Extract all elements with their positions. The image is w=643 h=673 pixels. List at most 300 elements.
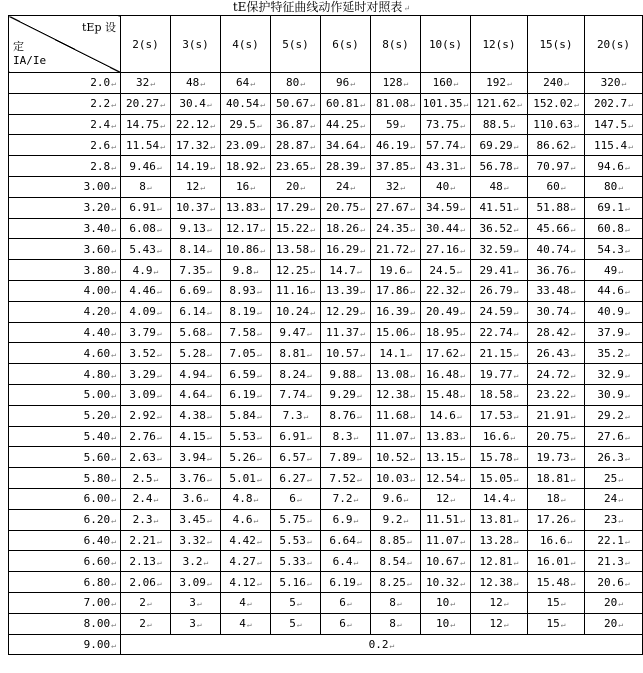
col-header: 12(s) xyxy=(471,16,528,73)
value-cell: 160↵ xyxy=(421,73,471,94)
paragraph-mark-icon: ↵ xyxy=(153,495,159,505)
value-cell: 192↵ xyxy=(471,73,528,94)
paragraph-mark-icon: ↵ xyxy=(310,287,315,297)
value-cell: 7.05↵ xyxy=(221,343,271,364)
paragraph-mark-icon: ↵ xyxy=(570,204,576,214)
value-cell: 147.5↵ xyxy=(585,114,643,135)
paragraph-mark-icon: ↵ xyxy=(510,120,516,130)
row-header: 3.20↵ xyxy=(9,197,121,218)
paragraph-mark-icon: ↵ xyxy=(570,328,576,338)
paragraph-mark-icon: ↵ xyxy=(111,79,116,89)
value-cell: 2↵ xyxy=(121,613,171,634)
value-cell: 30.9↵ xyxy=(585,384,643,405)
paragraph-mark-icon: ↵ xyxy=(460,141,465,151)
table-row xyxy=(9,426,643,447)
col-header: 4(s) xyxy=(221,16,271,73)
paragraph-mark-icon: ↵ xyxy=(410,141,415,151)
value-cell: 10.24↵ xyxy=(271,301,321,322)
value-cell: 9.29↵ xyxy=(321,384,371,405)
paragraph-mark-icon: ↵ xyxy=(624,391,630,401)
value-cell: 10.03↵ xyxy=(371,468,421,489)
paragraph-mark-icon: ↵ xyxy=(306,557,312,567)
table-row-last xyxy=(9,634,643,655)
paragraph-mark-icon: ↵ xyxy=(406,266,412,276)
value-cell: 6.4↵ xyxy=(321,551,371,572)
paragraph-mark-icon: ↵ xyxy=(156,245,162,255)
value-cell: 3.94↵ xyxy=(171,447,221,468)
value-cell: 4.9↵ xyxy=(121,260,171,281)
paragraph-mark-icon: ↵ xyxy=(111,536,116,546)
value-cell: 7.58↵ xyxy=(221,322,271,343)
paragraph-mark-icon: ↵ xyxy=(403,79,409,89)
paragraph-mark-icon: ↵ xyxy=(111,287,116,297)
col-header: 3(s) xyxy=(171,16,221,73)
paragraph-mark-icon: ↵ xyxy=(156,578,162,588)
value-cell: 3.2↵ xyxy=(171,551,221,572)
row-header: 2.4↵ xyxy=(9,114,121,135)
paragraph-mark-icon: ↵ xyxy=(570,516,576,526)
value-cell: 22.1↵ xyxy=(585,530,643,551)
paragraph-mark-icon: ↵ xyxy=(196,620,202,630)
paragraph-mark-icon: ↵ xyxy=(624,204,630,214)
table-title: tE保护特征曲线动作延时对照表↵ xyxy=(232,0,411,14)
paragraph-mark-icon: ↵ xyxy=(356,453,362,463)
paragraph-mark-icon: ↵ xyxy=(513,412,519,422)
value-cell: 7.74↵ xyxy=(271,384,321,405)
value-cell: 11.07↵ xyxy=(371,426,421,447)
corner-bottom-label: IA/Ie xyxy=(13,54,47,67)
paragraph-mark-icon: ↵ xyxy=(353,516,359,526)
paragraph-mark-icon: ↵ xyxy=(570,245,576,255)
value-cell: 81.08↵ xyxy=(371,93,421,114)
value-cell: 48↵ xyxy=(471,176,528,197)
paragraph-mark-icon: ↵ xyxy=(410,370,415,380)
value-cell: 34.64↵ xyxy=(321,135,371,156)
value-cell: 10.57↵ xyxy=(321,343,371,364)
paragraph-mark-icon: ↵ xyxy=(111,100,116,110)
value-cell: 101.35↵ xyxy=(421,93,471,114)
paragraph-mark-icon: ↵ xyxy=(111,391,116,401)
paragraph-mark-icon: ↵ xyxy=(360,349,365,359)
paragraph-mark-icon: ↵ xyxy=(111,162,116,172)
value-cell: 5.84↵ xyxy=(221,405,271,426)
paragraph-mark-icon: ↵ xyxy=(146,620,152,630)
paragraph-mark-icon: ↵ xyxy=(256,557,262,567)
paragraph-mark-icon: ↵ xyxy=(350,183,356,193)
paragraph-mark-icon: ↵ xyxy=(573,100,579,110)
value-cell: 13.81↵ xyxy=(471,509,528,530)
paragraph-mark-icon: ↵ xyxy=(306,536,312,546)
value-cell: 12.17↵ xyxy=(221,218,271,239)
paragraph-mark-icon: ↵ xyxy=(210,141,215,151)
paragraph-mark-icon: ↵ xyxy=(300,183,306,193)
value-cell: 6.14↵ xyxy=(171,301,221,322)
paragraph-mark-icon: ↵ xyxy=(310,224,315,234)
table-row xyxy=(9,322,643,343)
paragraph-mark-icon: ↵ xyxy=(300,79,306,89)
value-cell: 7.89↵ xyxy=(321,447,371,468)
paragraph-mark-icon: ↵ xyxy=(460,516,465,526)
value-cell: 9.6↵ xyxy=(371,488,421,509)
value-cell: 13.08↵ xyxy=(371,364,421,385)
paragraph-mark-icon: ↵ xyxy=(200,183,206,193)
paragraph-mark-icon: ↵ xyxy=(513,266,519,276)
value-cell: 60.81↵ xyxy=(321,93,371,114)
paragraph-mark-icon: ↵ xyxy=(156,162,162,172)
paragraph-mark-icon: ↵ xyxy=(111,432,116,442)
row-header: 4.60↵ xyxy=(9,343,121,364)
value-cell: 2.92↵ xyxy=(121,405,171,426)
paragraph-mark-icon: ↵ xyxy=(256,120,262,130)
paragraph-mark-icon: ↵ xyxy=(403,4,411,13)
row-header: 3.80↵ xyxy=(9,260,121,281)
header-row xyxy=(9,16,643,73)
value-cell: 2.4↵ xyxy=(121,488,171,509)
value-cell: 9.88↵ xyxy=(321,364,371,385)
paragraph-mark-icon: ↵ xyxy=(618,183,624,193)
value-cell: 32↵ xyxy=(121,73,171,94)
value-cell: 40.74↵ xyxy=(528,239,585,260)
value-cell: 96↵ xyxy=(321,73,371,94)
paragraph-mark-icon: ↵ xyxy=(624,162,630,172)
row-header: 2.8↵ xyxy=(9,156,121,177)
paragraph-mark-icon: ↵ xyxy=(450,599,456,609)
value-cell: 73.75↵ xyxy=(421,114,471,135)
row-header: 4.80↵ xyxy=(9,364,121,385)
paragraph-mark-icon: ↵ xyxy=(156,370,162,380)
paragraph-mark-icon: ↵ xyxy=(460,370,465,380)
paragraph-mark-icon: ↵ xyxy=(256,287,262,297)
value-cell: 69.1↵ xyxy=(585,197,643,218)
value-cell: 43.31↵ xyxy=(421,156,471,177)
paragraph-mark-icon: ↵ xyxy=(356,391,362,401)
table-row xyxy=(9,156,643,177)
value-cell: 25↵ xyxy=(585,468,643,489)
paragraph-mark-icon: ↵ xyxy=(560,620,566,630)
value-cell: 12↵ xyxy=(471,613,528,634)
paragraph-mark-icon: ↵ xyxy=(406,578,412,588)
paragraph-mark-icon: ↵ xyxy=(624,412,630,422)
value-cell: 3.76↵ xyxy=(171,468,221,489)
paragraph-mark-icon: ↵ xyxy=(460,328,465,338)
row-header: 4.40↵ xyxy=(9,322,121,343)
paragraph-mark-icon: ↵ xyxy=(450,495,456,505)
paragraph-mark-icon: ↵ xyxy=(206,328,212,338)
value-cell: 9.46↵ xyxy=(121,156,171,177)
value-cell: 32↵ xyxy=(371,176,421,197)
value-cell: 24.5↵ xyxy=(421,260,471,281)
paragraph-mark-icon: ↵ xyxy=(628,100,633,110)
value-cell: 4.42↵ xyxy=(221,530,271,551)
paragraph-mark-icon: ↵ xyxy=(310,162,315,172)
value-cell: 4.46↵ xyxy=(121,280,171,301)
value-cell: 8.85↵ xyxy=(371,530,421,551)
col-header: 2(s) xyxy=(121,16,171,73)
paragraph-mark-icon: ↵ xyxy=(503,620,509,630)
paragraph-mark-icon: ↵ xyxy=(460,120,465,130)
value-cell: 9.13↵ xyxy=(171,218,221,239)
value-cell: 36.52↵ xyxy=(471,218,528,239)
paragraph-mark-icon: ↵ xyxy=(210,120,215,130)
value-cell: 19.73↵ xyxy=(528,447,585,468)
row-header: 6.00↵ xyxy=(9,488,121,509)
paragraph-mark-icon: ↵ xyxy=(624,245,630,255)
value-cell: 56.78↵ xyxy=(471,156,528,177)
paragraph-mark-icon: ↵ xyxy=(111,141,116,151)
table-row xyxy=(9,343,643,364)
paragraph-mark-icon: ↵ xyxy=(410,100,415,110)
corner-cell xyxy=(9,16,121,73)
table-row xyxy=(9,384,643,405)
paragraph-mark-icon: ↵ xyxy=(156,453,162,463)
paragraph-mark-icon: ↵ xyxy=(310,308,315,318)
value-cell: 13.83↵ xyxy=(421,426,471,447)
value-cell: 28.39↵ xyxy=(321,156,371,177)
paragraph-mark-icon: ↵ xyxy=(111,349,116,359)
value-cell: 9.2↵ xyxy=(371,509,421,530)
value-cell: 20.6↵ xyxy=(585,572,643,593)
value-cell: 3.32↵ xyxy=(171,530,221,551)
paragraph-mark-icon: ↵ xyxy=(460,162,465,172)
paragraph-mark-icon: ↵ xyxy=(570,162,576,172)
value-cell: 49↵ xyxy=(585,260,643,281)
value-cell: 16.39↵ xyxy=(371,301,421,322)
paragraph-mark-icon: ↵ xyxy=(111,453,116,463)
value-cell: 13.83↵ xyxy=(221,197,271,218)
paragraph-mark-icon: ↵ xyxy=(111,224,116,234)
value-cell: 2.21↵ xyxy=(121,530,171,551)
value-cell: 4.64↵ xyxy=(171,384,221,405)
value-cell: 22.74↵ xyxy=(471,322,528,343)
value-cell: 8.54↵ xyxy=(371,551,421,572)
paragraph-mark-icon: ↵ xyxy=(306,370,312,380)
value-cell: 29.41↵ xyxy=(471,260,528,281)
value-cell: 5.53↵ xyxy=(221,426,271,447)
delay-table xyxy=(8,15,643,655)
value-cell: 17.26↵ xyxy=(528,509,585,530)
value-cell: 11.37↵ xyxy=(321,322,371,343)
value-cell: 32.59↵ xyxy=(471,239,528,260)
value-cell: 54.3↵ xyxy=(585,239,643,260)
paragraph-mark-icon: ↵ xyxy=(356,536,362,546)
value-cell: 13.28↵ xyxy=(471,530,528,551)
value-cell: 59↵ xyxy=(371,114,421,135)
value-cell: 9.47↵ xyxy=(271,322,321,343)
value-cell: 7.2↵ xyxy=(321,488,371,509)
paragraph-mark-icon: ↵ xyxy=(360,287,365,297)
paragraph-mark-icon: ↵ xyxy=(253,495,259,505)
value-cell: 6.08↵ xyxy=(121,218,171,239)
value-cell: 11.68↵ xyxy=(371,405,421,426)
value-cell: 40↵ xyxy=(421,176,471,197)
table-row xyxy=(9,73,643,94)
paragraph-mark-icon: ↵ xyxy=(256,349,262,359)
row-header: 9.00↵ xyxy=(9,634,121,655)
value-cell: 8.76↵ xyxy=(321,405,371,426)
paragraph-mark-icon: ↵ xyxy=(153,266,159,276)
value-cell: 21.91↵ xyxy=(528,405,585,426)
paragraph-mark-icon: ↵ xyxy=(460,308,465,318)
paragraph-mark-icon: ↵ xyxy=(400,120,406,130)
col-header: 15(s) xyxy=(528,16,585,73)
paragraph-mark-icon: ↵ xyxy=(618,495,624,505)
value-cell: 10↵ xyxy=(421,613,471,634)
value-cell: 12↵ xyxy=(471,592,528,613)
row-header: 6.20↵ xyxy=(9,509,121,530)
paragraph-mark-icon: ↵ xyxy=(570,432,576,442)
paragraph-mark-icon: ↵ xyxy=(306,516,312,526)
paragraph-mark-icon: ↵ xyxy=(206,453,212,463)
paragraph-mark-icon: ↵ xyxy=(406,349,412,359)
table-row xyxy=(9,218,643,239)
paragraph-mark-icon: ↵ xyxy=(256,453,262,463)
paragraph-mark-icon: ↵ xyxy=(353,432,359,442)
paragraph-mark-icon: ↵ xyxy=(410,328,415,338)
paragraph-mark-icon: ↵ xyxy=(628,120,633,130)
paragraph-mark-icon: ↵ xyxy=(513,245,519,255)
value-cell: 16.6↵ xyxy=(471,426,528,447)
paragraph-mark-icon: ↵ xyxy=(256,370,262,380)
paragraph-mark-icon: ↵ xyxy=(206,287,212,297)
paragraph-mark-icon: ↵ xyxy=(513,162,519,172)
value-cell: 6.91↵ xyxy=(271,426,321,447)
paragraph-mark-icon: ↵ xyxy=(111,308,116,318)
value-cell: 3.6↵ xyxy=(171,488,221,509)
value-cell: 28.42↵ xyxy=(528,322,585,343)
value-cell: 60.8↵ xyxy=(585,218,643,239)
value-cell: 2.3↵ xyxy=(121,509,171,530)
paragraph-mark-icon: ↵ xyxy=(410,224,415,234)
paragraph-mark-icon: ↵ xyxy=(460,245,465,255)
table-row xyxy=(9,405,643,426)
paragraph-mark-icon: ↵ xyxy=(256,578,262,588)
paragraph-mark-icon: ↵ xyxy=(206,349,212,359)
value-cell: 80↵ xyxy=(585,176,643,197)
value-cell: 202.7↵ xyxy=(585,93,643,114)
paragraph-mark-icon: ↵ xyxy=(160,120,165,130)
paragraph-mark-icon: ↵ xyxy=(150,79,156,89)
value-cell: 14.75↵ xyxy=(121,114,171,135)
value-cell: 46.19↵ xyxy=(371,135,421,156)
value-cell: 18.26↵ xyxy=(321,218,371,239)
value-cell: 12.38↵ xyxy=(471,572,528,593)
value-cell: 12.29↵ xyxy=(321,301,371,322)
value-cell: 11.16↵ xyxy=(271,280,321,301)
paragraph-mark-icon: ↵ xyxy=(253,266,259,276)
value-cell: 16.01↵ xyxy=(528,551,585,572)
row-header: 7.00↵ xyxy=(9,592,121,613)
value-cell: 37.85↵ xyxy=(371,156,421,177)
value-cell: 5.43↵ xyxy=(121,239,171,260)
value-cell: 20↵ xyxy=(585,592,643,613)
value-cell: 3.52↵ xyxy=(121,343,171,364)
value-cell: 115.4↵ xyxy=(585,135,643,156)
paragraph-mark-icon: ↵ xyxy=(410,287,415,297)
value-cell: 20.49↵ xyxy=(421,301,471,322)
value-cell: 15.48↵ xyxy=(528,572,585,593)
paragraph-mark-icon: ↵ xyxy=(206,224,212,234)
paragraph-mark-icon: ↵ xyxy=(410,308,415,318)
paragraph-mark-icon: ↵ xyxy=(624,328,630,338)
value-cell: 6.27↵ xyxy=(271,468,321,489)
value-cell: 9.8↵ xyxy=(221,260,271,281)
paragraph-mark-icon: ↵ xyxy=(256,391,262,401)
paragraph-mark-icon: ↵ xyxy=(360,328,365,338)
paragraph-mark-icon: ↵ xyxy=(406,536,412,546)
value-cell: 14.7↵ xyxy=(321,260,371,281)
value-cell: 15.05↵ xyxy=(471,468,528,489)
value-cell: 13.15↵ xyxy=(421,447,471,468)
paragraph-mark-icon: ↵ xyxy=(260,162,265,172)
value-cell: 17.62↵ xyxy=(421,343,471,364)
paragraph-mark-icon: ↵ xyxy=(256,432,262,442)
paragraph-mark-icon: ↵ xyxy=(453,79,459,89)
paragraph-mark-icon: ↵ xyxy=(156,536,162,546)
paragraph-mark-icon: ↵ xyxy=(510,432,516,442)
value-cell: 44.6↵ xyxy=(585,280,643,301)
table-row xyxy=(9,530,643,551)
table-row xyxy=(9,468,643,489)
value-cell: 24.59↵ xyxy=(471,301,528,322)
value-cell: 6.19↵ xyxy=(221,384,271,405)
value-cell: 2.5↵ xyxy=(121,468,171,489)
paragraph-mark-icon: ↵ xyxy=(256,474,262,484)
paragraph-mark-icon: ↵ xyxy=(570,391,576,401)
paragraph-mark-icon: ↵ xyxy=(203,495,209,505)
value-cell: 19.77↵ xyxy=(471,364,528,385)
table-row xyxy=(9,447,643,468)
paragraph-mark-icon: ↵ xyxy=(618,599,624,609)
paragraph-mark-icon: ↵ xyxy=(410,432,415,442)
paragraph-mark-icon: ↵ xyxy=(156,328,162,338)
table-row xyxy=(9,176,643,197)
value-cell: 14.4↵ xyxy=(471,488,528,509)
row-header: 5.00↵ xyxy=(9,384,121,405)
paragraph-mark-icon: ↵ xyxy=(410,412,415,422)
value-cell: 20.27↵ xyxy=(121,93,171,114)
table-row xyxy=(9,364,643,385)
corner-top-label: tEp 设 xyxy=(82,21,116,34)
value-cell: 86.62↵ xyxy=(528,135,585,156)
value-cell: 40.9↵ xyxy=(585,301,643,322)
paragraph-mark-icon: ↵ xyxy=(513,287,519,297)
paragraph-mark-icon: ↵ xyxy=(456,266,462,276)
value-cell: 26.79↵ xyxy=(471,280,528,301)
value-cell: 17.29↵ xyxy=(271,197,321,218)
value-cell: 6.57↵ xyxy=(271,447,321,468)
value-cell: 10.32↵ xyxy=(421,572,471,593)
paragraph-mark-icon: ↵ xyxy=(503,183,509,193)
value-cell: 4↵ xyxy=(221,592,271,613)
value-cell: 18↵ xyxy=(528,488,585,509)
table-row xyxy=(9,280,643,301)
value-cell: 17.53↵ xyxy=(471,405,528,426)
paragraph-mark-icon: ↵ xyxy=(360,100,365,110)
paragraph-mark-icon: ↵ xyxy=(203,557,209,567)
paragraph-mark-icon: ↵ xyxy=(624,536,630,546)
paragraph-mark-icon: ↵ xyxy=(306,578,312,588)
value-cell: 18.81↵ xyxy=(528,468,585,489)
value-cell: 4↵ xyxy=(221,613,271,634)
value-cell: 27.67↵ xyxy=(371,197,421,218)
paragraph-mark-icon: ↵ xyxy=(353,495,359,505)
value-cell: 4.8↵ xyxy=(221,488,271,509)
value-cell: 15.22↵ xyxy=(271,218,321,239)
value-cell: 7.52↵ xyxy=(321,468,371,489)
col-header: 6(s) xyxy=(321,16,371,73)
paragraph-mark-icon: ↵ xyxy=(256,536,262,546)
value-cell: 14.6↵ xyxy=(421,405,471,426)
